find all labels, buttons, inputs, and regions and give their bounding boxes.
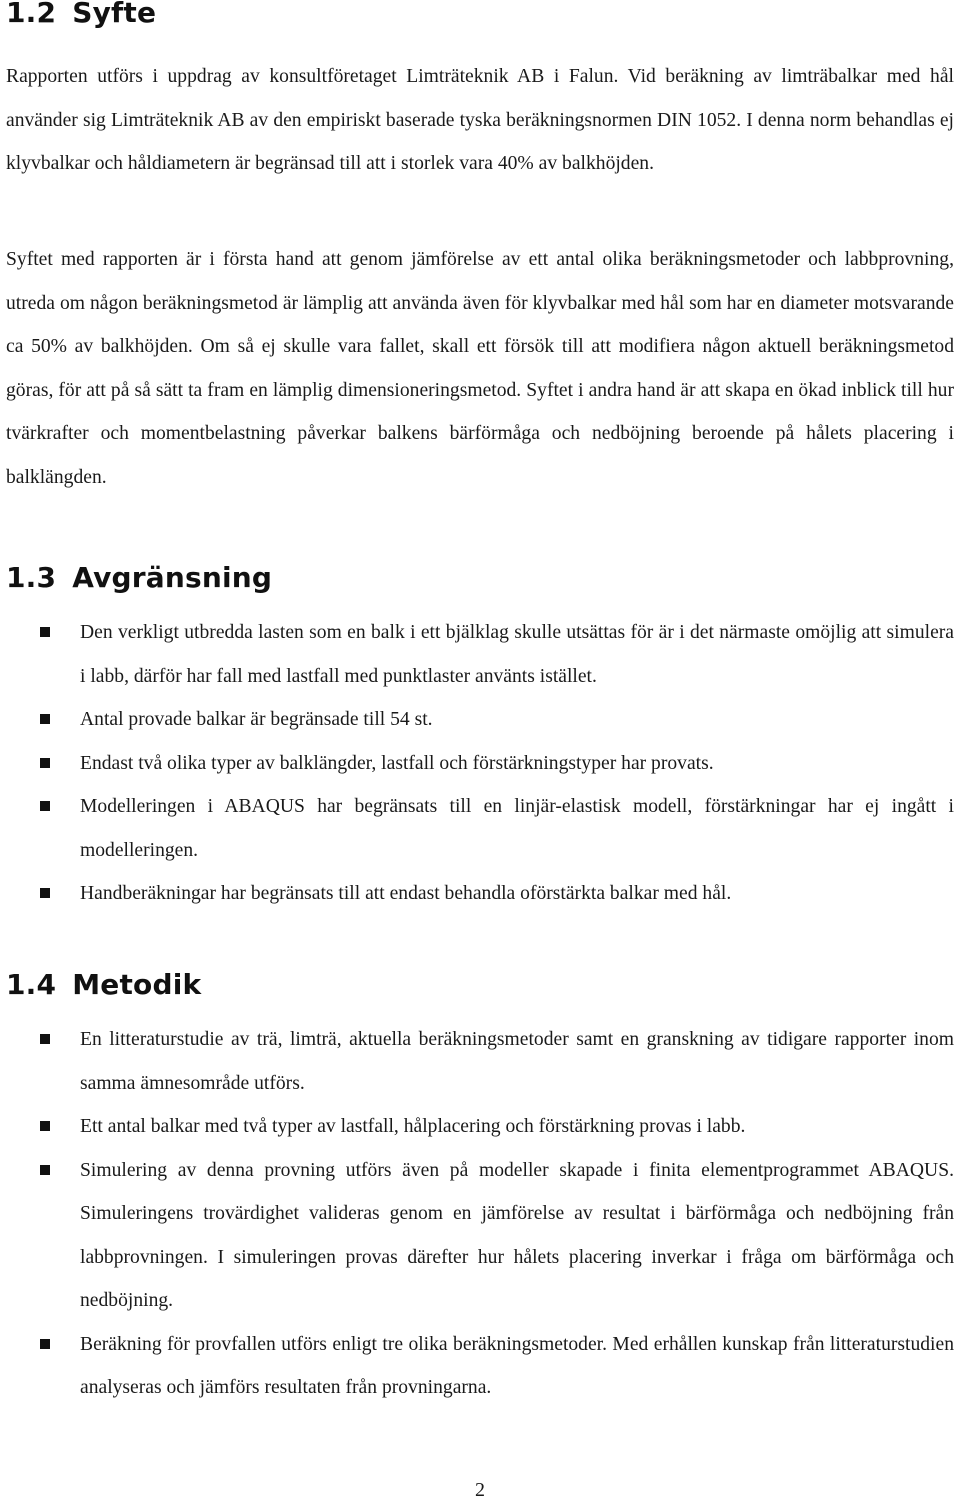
- list-item: [0, 742, 954, 786]
- square-bullet-icon: [40, 627, 50, 637]
- list-item: [0, 611, 954, 698]
- list-item: [0, 698, 954, 742]
- square-bullet-icon: [40, 1121, 50, 1131]
- square-bullet-icon: [40, 1165, 50, 1175]
- list-item: [0, 785, 954, 872]
- list-item: [0, 872, 954, 916]
- section-heading-avgransning: [6, 561, 272, 595]
- section-number: 1.2: [6, 0, 57, 29]
- square-bullet-icon: [40, 801, 50, 811]
- section-title: Avgränsning: [72, 561, 273, 594]
- square-bullet-icon: [40, 714, 50, 724]
- paragraph-syfte-2: Syftet med rapporten är i första hand att genom jämförelse av ett antal olika beräkningsmetoder och labbprovning, utreda om någon beräkningsmetod är lämplig att använda även för klyvbalkar med hål som har en diameter motsvarande ca 50% av balkhöjden. Om så ej skulle vara fallet, skall ett försök till att modifiera någon aktuell beräkningsmetod göras, för att på så sätt ta fram en lämplig dimensioneringsmetod. Syftet i andra hand är att skapa en ökad inblick till hur tvärkrafter och momentbelastning påverkar balkens bärförmåga och nedböjning beroende på hålets placering i balklängden.: [6, 249, 954, 488]
- list-item-text: Ett antal balkar med två typer av lastfall, hålplacering och förstärkning provas i labb.: [80, 1116, 746, 1137]
- section-title: Metodik: [72, 968, 202, 1001]
- section-number: 1.3: [6, 561, 57, 594]
- list-item-text: Endast två olika typer av balklängder, lastfall och förstärkningstyper har provats.: [80, 752, 714, 774]
- section-heading-metodik: [6, 968, 201, 1002]
- page-number: 2: [475, 1479, 485, 1501]
- list-item-text: Den verkligt utbredda lasten som en balk i ett bjälklag skulle utsättas för är i det närmaste omöjlig att simulera i labb, därför har fall med lastfall med punktlaster använts istället.: [80, 622, 954, 687]
- section-heading-syfte: [6, 0, 156, 30]
- list-item-text: Simulering av denna provning utförs även på modeller skapade i finita elementprogrammet ABAQUS. Simuleringens trovärdighet valideras genom en jämförelse av resultat i bärförmåga och nedböjning från labbprovningen. I simuleringen provas därefter hur hålets placering inverkar i fråga om bärförmåga och nedböjning.: [80, 1159, 954, 1311]
- list-item: [0, 1018, 954, 1105]
- list-item-text: Modelleringen i ABAQUS har begränsats till en linjär-elastisk modell, förstärkningar har ej ingått i modelleringen.: [80, 796, 954, 861]
- list-item-text: Handberäkningar har begränsats till att endast behandla oförstärkta balkar med hål.: [80, 883, 732, 904]
- square-bullet-icon: [40, 758, 50, 768]
- paragraph-syfte-1: Rapporten utförs i uppdrag av konsultföretaget Limträteknik AB i Falun. Vid beräkning av limträbalkar med hål använder sig Limträteknik AB av den empiriskt baserade tyska beräkningsnormen DIN 1052. I denna norm behandlas ej klyvbalkar och håldiametern är begränsad till att i storlek vara 40% av balkhöjden.: [6, 66, 954, 174]
- metodik-list: [0, 1018, 954, 1410]
- square-bullet-icon: [40, 1339, 50, 1349]
- avgransning-list: [0, 611, 954, 916]
- section-number: 1.4: [6, 968, 57, 1001]
- section-title: Syfte: [72, 0, 157, 29]
- square-bullet-icon: [40, 888, 50, 898]
- list-item: [0, 1323, 954, 1410]
- list-item-text: En litteraturstudie av trä, limträ, aktuella beräkningsmetoder samt en granskning av tidigare rapporter inom samma ämnesområde utförs.: [80, 1029, 954, 1094]
- list-item-text: Antal provade balkar är begränsade till 54 st.: [80, 709, 433, 730]
- list-item: [0, 1149, 954, 1323]
- square-bullet-icon: [40, 1034, 50, 1044]
- list-item: [0, 1105, 954, 1149]
- list-item-text: Beräkning för provfallen utförs enligt tre olika beräkningsmetoder. Med erhållen kunskap från litteraturstudien analyseras och jämförs resultaten från provningarna.: [80, 1333, 954, 1398]
